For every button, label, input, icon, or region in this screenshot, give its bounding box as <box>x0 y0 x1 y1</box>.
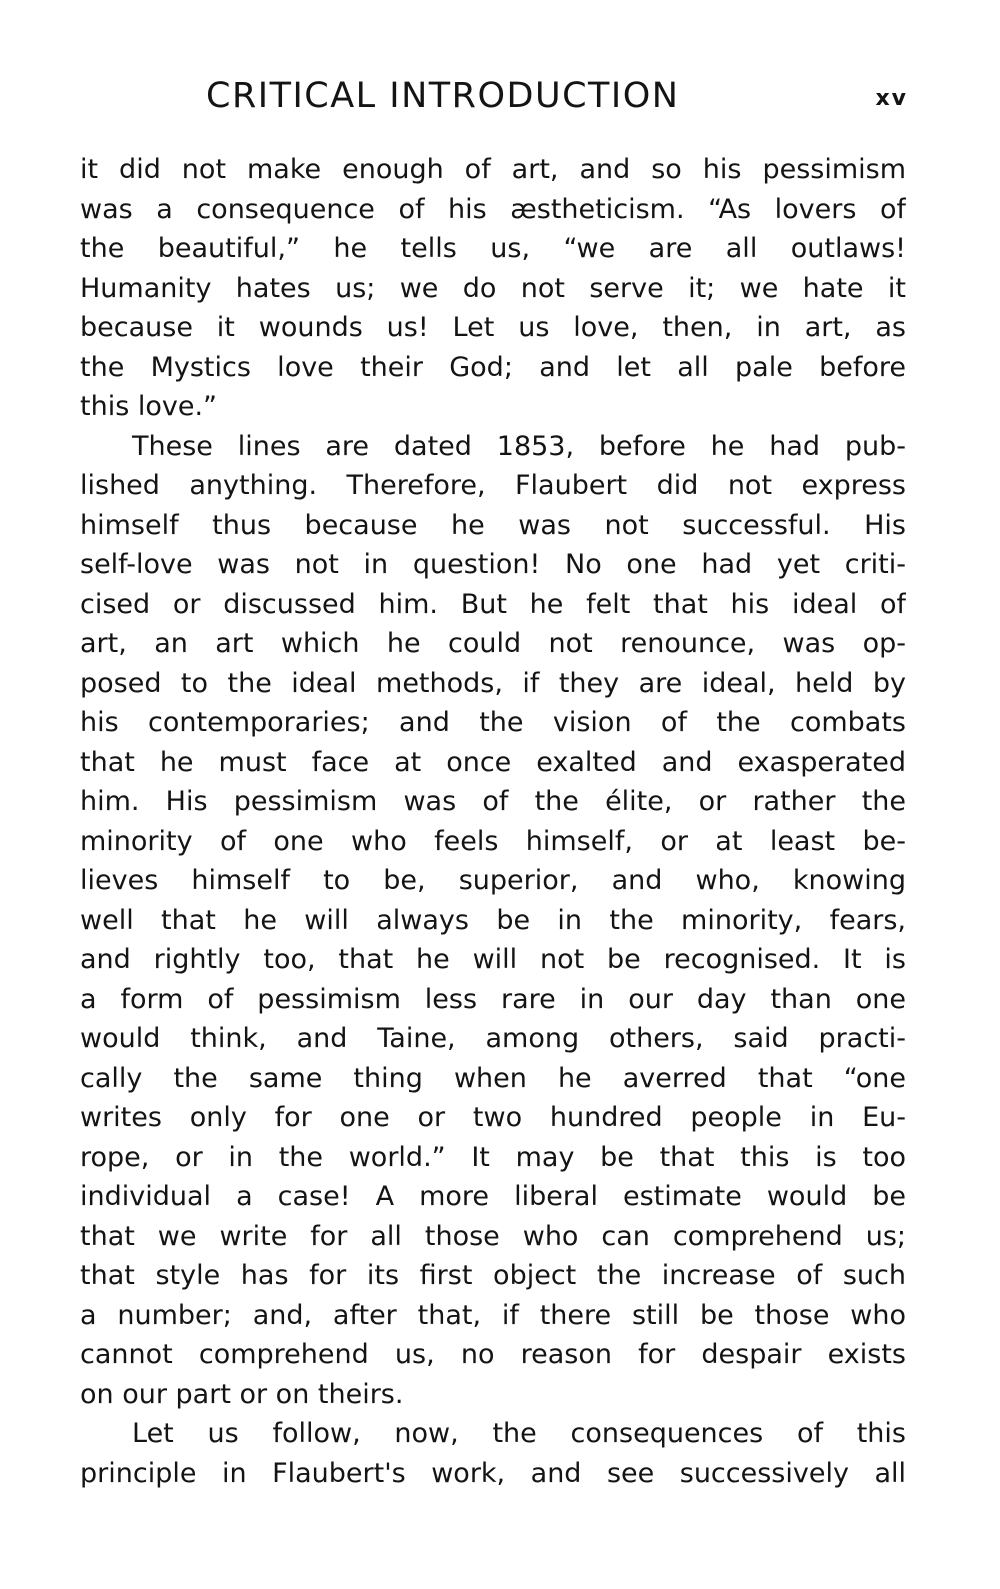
text-line: art, an art which he could not renounce, was op- <box>80 628 906 659</box>
text-line: was a consequence of his æstheticism. “As lovers of <box>80 193 906 225</box>
text-line: cannot comprehend us, no reason for despair exists <box>80 1339 906 1370</box>
text-line: would think, and Taine, among others, said practi- <box>80 1023 906 1054</box>
text-line: that style has for its first object the increase of such <box>80 1260 906 1291</box>
text-line: well that he will always be in the minority, fears, <box>80 904 906 936</box>
text-line: cally the same thing when he averred that “one <box>80 1062 906 1094</box>
text-line: individual a case! A more liberal estimate would be <box>80 1181 906 1212</box>
text-line: him. His pessimism was of the élite, or rather the <box>80 786 906 817</box>
text-line: it did not make enough of art, and so his pessimism <box>80 154 906 185</box>
text-line: posed to the ideal methods, if they are ideal, held by <box>80 667 906 699</box>
running-title: CRITICAL INTRODUCTION <box>206 76 680 116</box>
running-header <box>80 76 908 116</box>
text-line: writes only for one or two hundred people in Eu- <box>80 1102 906 1133</box>
body-text <box>80 150 906 1493</box>
text-line: the beautiful,” he tells us, “we are all outlaws! <box>80 233 906 264</box>
text-line: principle in Flaubert's work, and see successively all <box>80 1457 906 1489</box>
text-line: a form of pessimism less rare in our day than one <box>80 983 906 1015</box>
text-line: minority of one who feels himself, or at least be- <box>80 825 906 857</box>
text-line: lished anything. Therefore, Flaubert did not express <box>80 470 906 501</box>
paragraph-start-line: These lines are dated 1853, before he had pub- <box>132 430 906 462</box>
paragraph-end-line: on our part or on theirs. <box>80 1378 404 1410</box>
text-line: the Mystics love their God; and let all pale before <box>80 351 906 383</box>
text-line: lieves himself to be, superior, and who, knowing <box>80 865 906 896</box>
text-line: because it wounds us! Let us love, then, in art, as <box>80 312 906 343</box>
text-line: his contemporaries; and the vision of the combats <box>80 707 906 738</box>
text-line: cised or discussed him. But he felt that his ideal of <box>80 588 906 620</box>
page-number: xv <box>875 86 908 111</box>
text-line: and rightly too, that he will not be recognised. It is <box>80 944 906 975</box>
text-line: himself thus because he was not successful. His <box>80 509 906 541</box>
text-line: that we write for all those who can comprehend us; <box>80 1220 906 1252</box>
paragraph-end-line: this love.” <box>80 391 218 422</box>
text-line: rope, or in the world.” It may be that this is too <box>80 1141 906 1173</box>
text-line: self-love was not in question! No one had yet criti- <box>80 549 906 580</box>
text-line: a number; and, after that, if there still be those who <box>80 1299 906 1331</box>
paragraph-start-line: Let us follow, now, the consequences of this <box>132 1418 906 1449</box>
text-line: Humanity hates us; we do not serve it; we hate it <box>80 272 906 304</box>
text-line: that he must face at once exalted and exasperated <box>80 746 906 778</box>
